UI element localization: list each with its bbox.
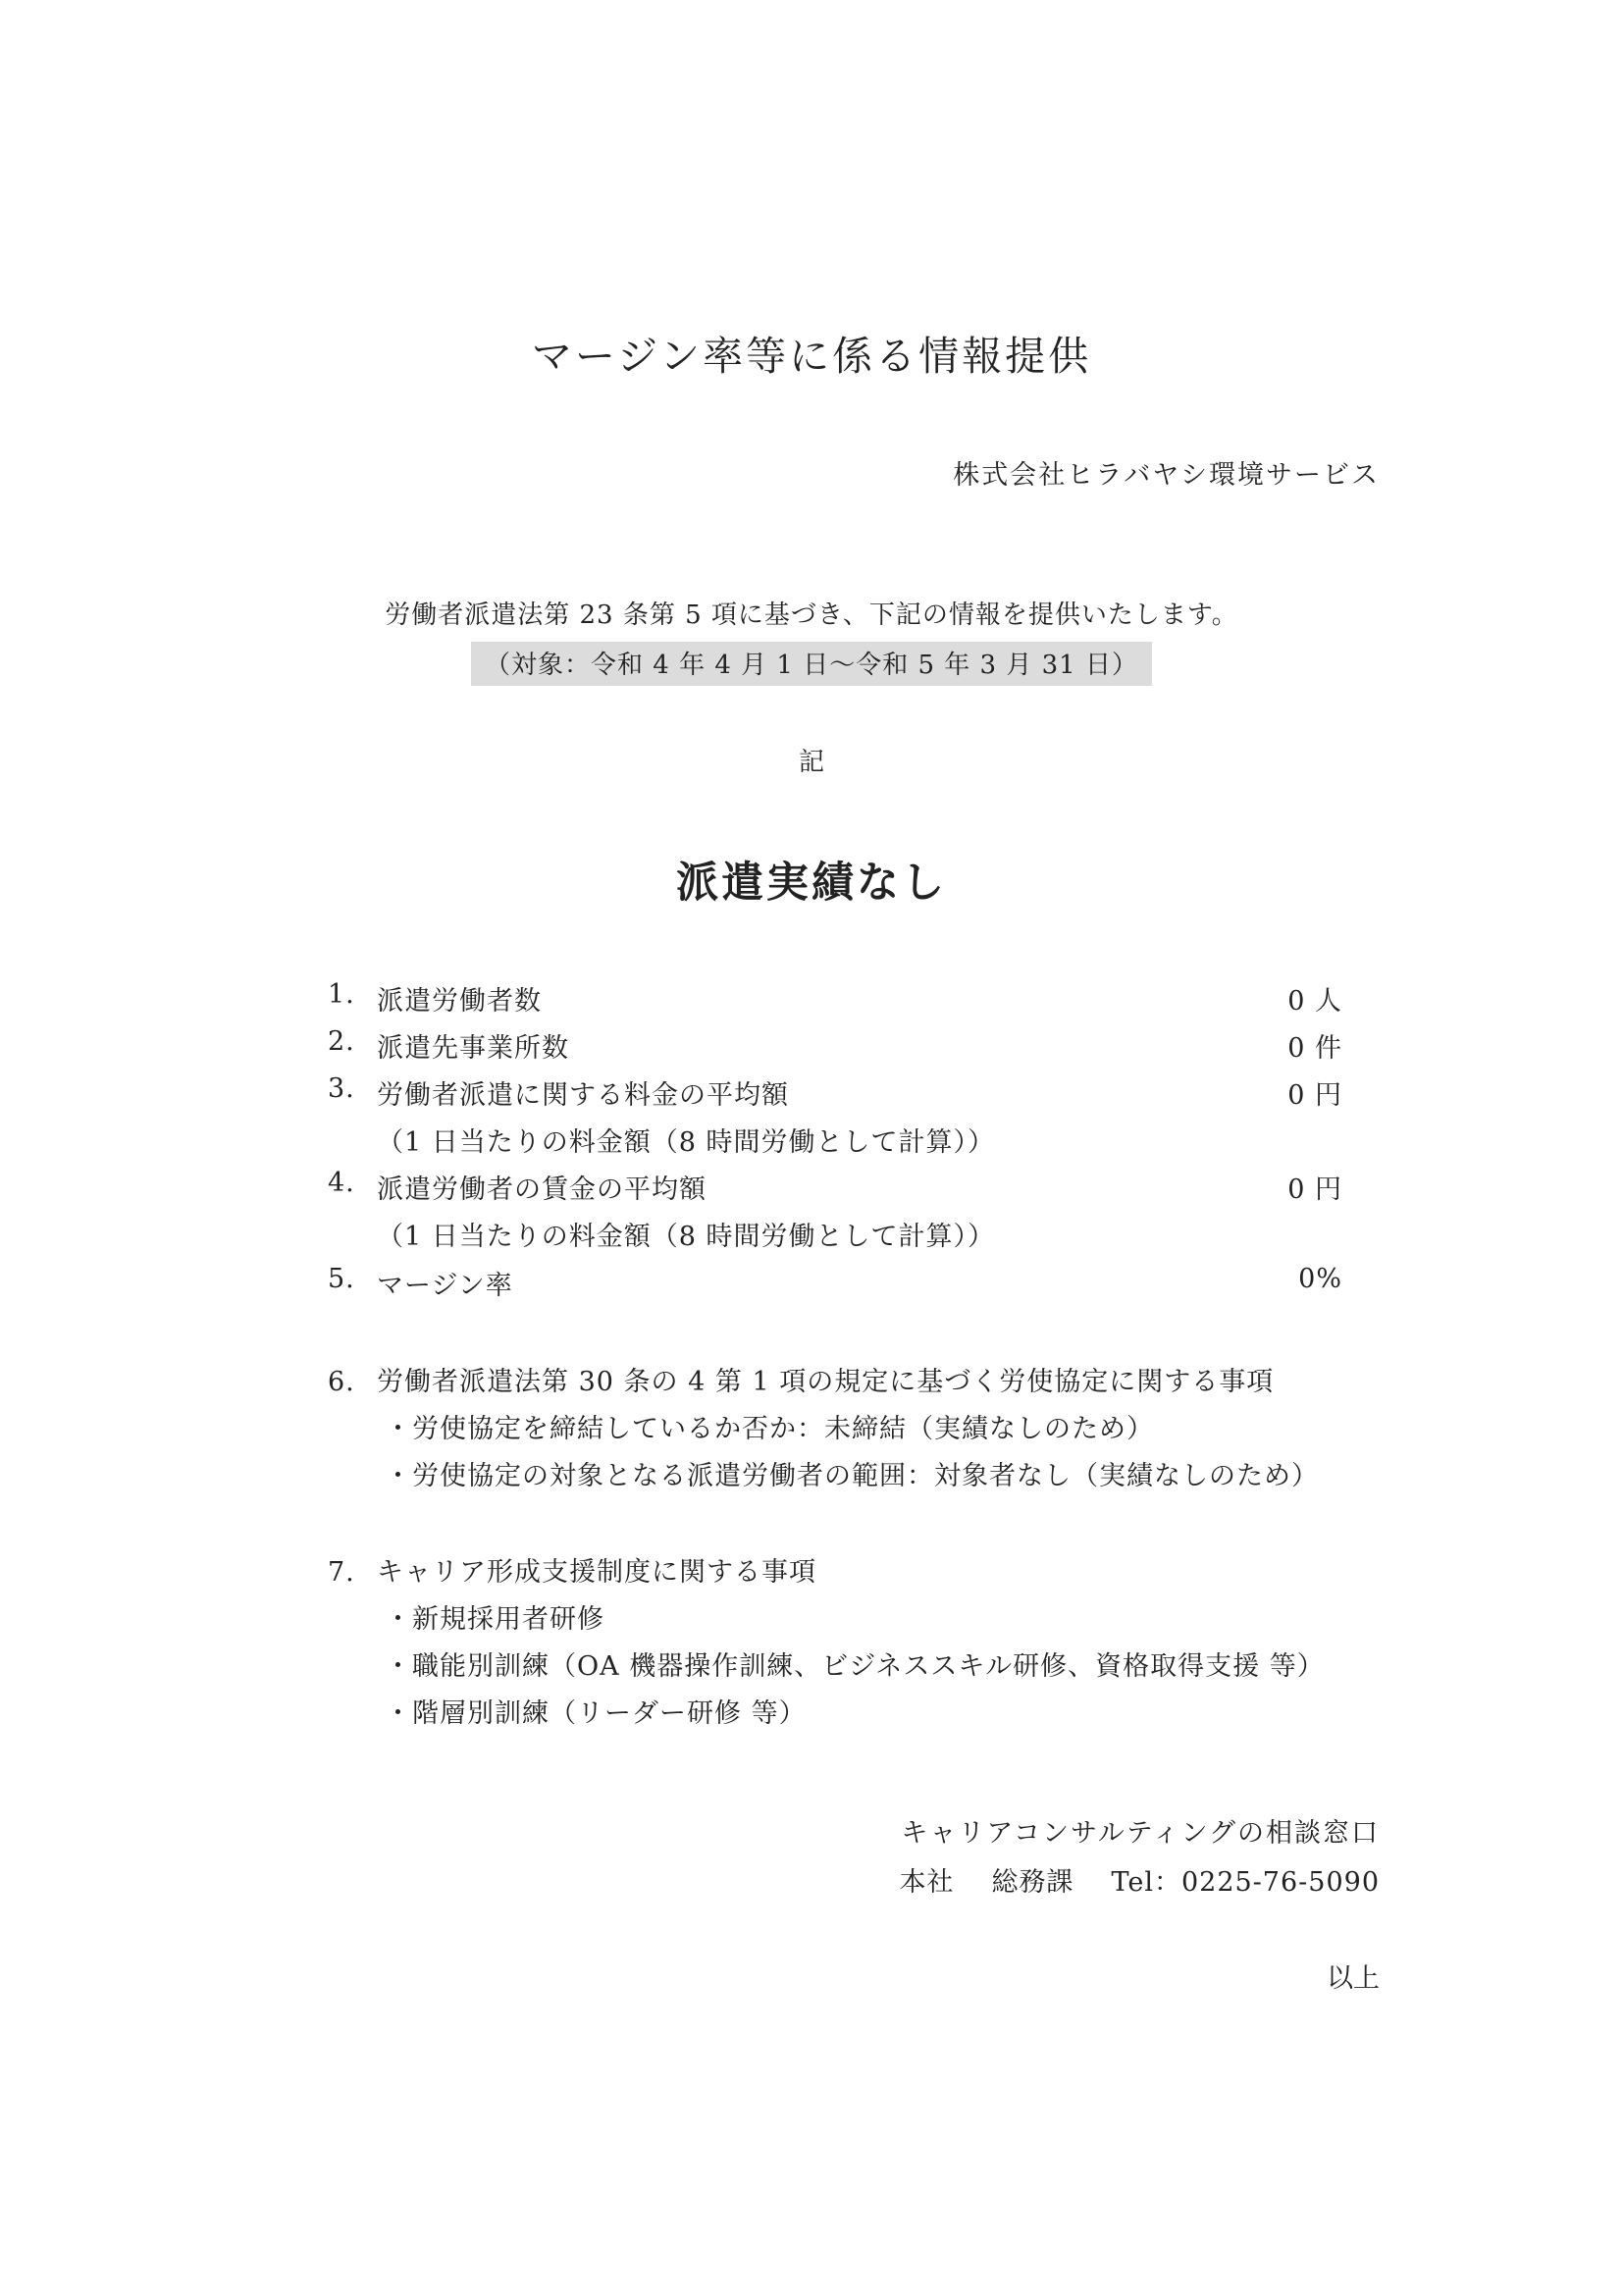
bullet-skill-training: ・職能別訓練（OA 機器操作訓練、ビジネススキル研修、資格取得支援 等） [385, 1651, 1325, 1682]
document-title: マージン率等に係る情報提供 [531, 333, 1092, 380]
section-number: 7. [328, 1557, 355, 1588]
item-number: 1. [328, 979, 355, 1010]
item-row-client-sites [328, 1026, 1342, 1066]
section-career-support-heading [328, 1550, 816, 1589]
item-number: 3. [328, 1073, 355, 1104]
item-value: 0 件 [1287, 1033, 1342, 1064]
item-label: 派遣労働者の賃金の平均額 [377, 1174, 707, 1205]
section-heading: 労働者派遣法第 30 条の 4 第 1 項の規定に基づく労使協定に関する事項 [377, 1367, 1275, 1397]
item-note-average-wage: （1 日当たりの料金額（8 時間労働として計算）） [377, 1222, 996, 1252]
no-record-heading: 派遣実績なし [676, 859, 947, 908]
item-number: 2. [328, 1026, 355, 1057]
contact-title: キャリアコンサルティングの相談窓口 [901, 1818, 1380, 1849]
closing-mark: 以上 [1327, 1963, 1380, 1994]
item-value: 0 人 [1287, 986, 1342, 1017]
contact-department: 総務課 [991, 1867, 1074, 1898]
item-label: マージン率 [377, 1271, 513, 1301]
section-number: 6. [328, 1367, 355, 1397]
target-period: （対象：令和 4 年 4 月 1 日～令和 5 年 3 月 31 日） [471, 642, 1152, 686]
section-heading: キャリア形成支援制度に関する事項 [377, 1557, 816, 1588]
bullet-level-training: ・階層別訓練（リーダー研修 等） [385, 1698, 807, 1729]
item-number: 4. [328, 1168, 355, 1198]
item-row-average-fee [328, 1073, 1342, 1113]
bullet-agreement-status: ・労使協定を締結しているか否か：未締結（実績なしのため） [385, 1414, 1154, 1444]
item-note-average-fee: （1 日当たりの料金額（8 時間労働として計算）） [377, 1127, 996, 1158]
contact-phone: Tel：0225-76-5090 [1111, 1867, 1380, 1898]
contact-details [899, 1860, 1380, 1899]
contact-office: 本社 [899, 1867, 955, 1898]
intro-text: 労働者派遣法第 23 条第 5 項に基づき、下記の情報を提供いたします。 [385, 600, 1238, 630]
ki-label: 記 [798, 748, 824, 777]
item-value: 0 円 [1287, 1174, 1342, 1205]
bullet-agreement-scope: ・労使協定の対象となる派遣労働者の範囲：対象者なし（実績なしのため） [385, 1461, 1319, 1491]
section-labor-agreement-heading [328, 1360, 1274, 1398]
bullet-new-hire-training: ・新規採用者研修 [385, 1604, 604, 1635]
item-value: 0 円 [1287, 1080, 1342, 1111]
item-row-margin-rate [328, 1264, 1342, 1303]
company-name: 株式会社ヒラバヤシ環境サービス [953, 460, 1380, 491]
item-label: 労働者派遣に関する料金の平均額 [377, 1080, 789, 1111]
item-label: 派遣先事業所数 [377, 1033, 569, 1064]
item-number: 5. [328, 1264, 355, 1294]
item-label: 派遣労働者数 [377, 986, 542, 1017]
period-wrapper [0, 642, 1623, 686]
item-row-average-wage [328, 1168, 1342, 1207]
item-row-dispatched-workers [328, 979, 1342, 1018]
item-value: 0% [1298, 1264, 1342, 1294]
